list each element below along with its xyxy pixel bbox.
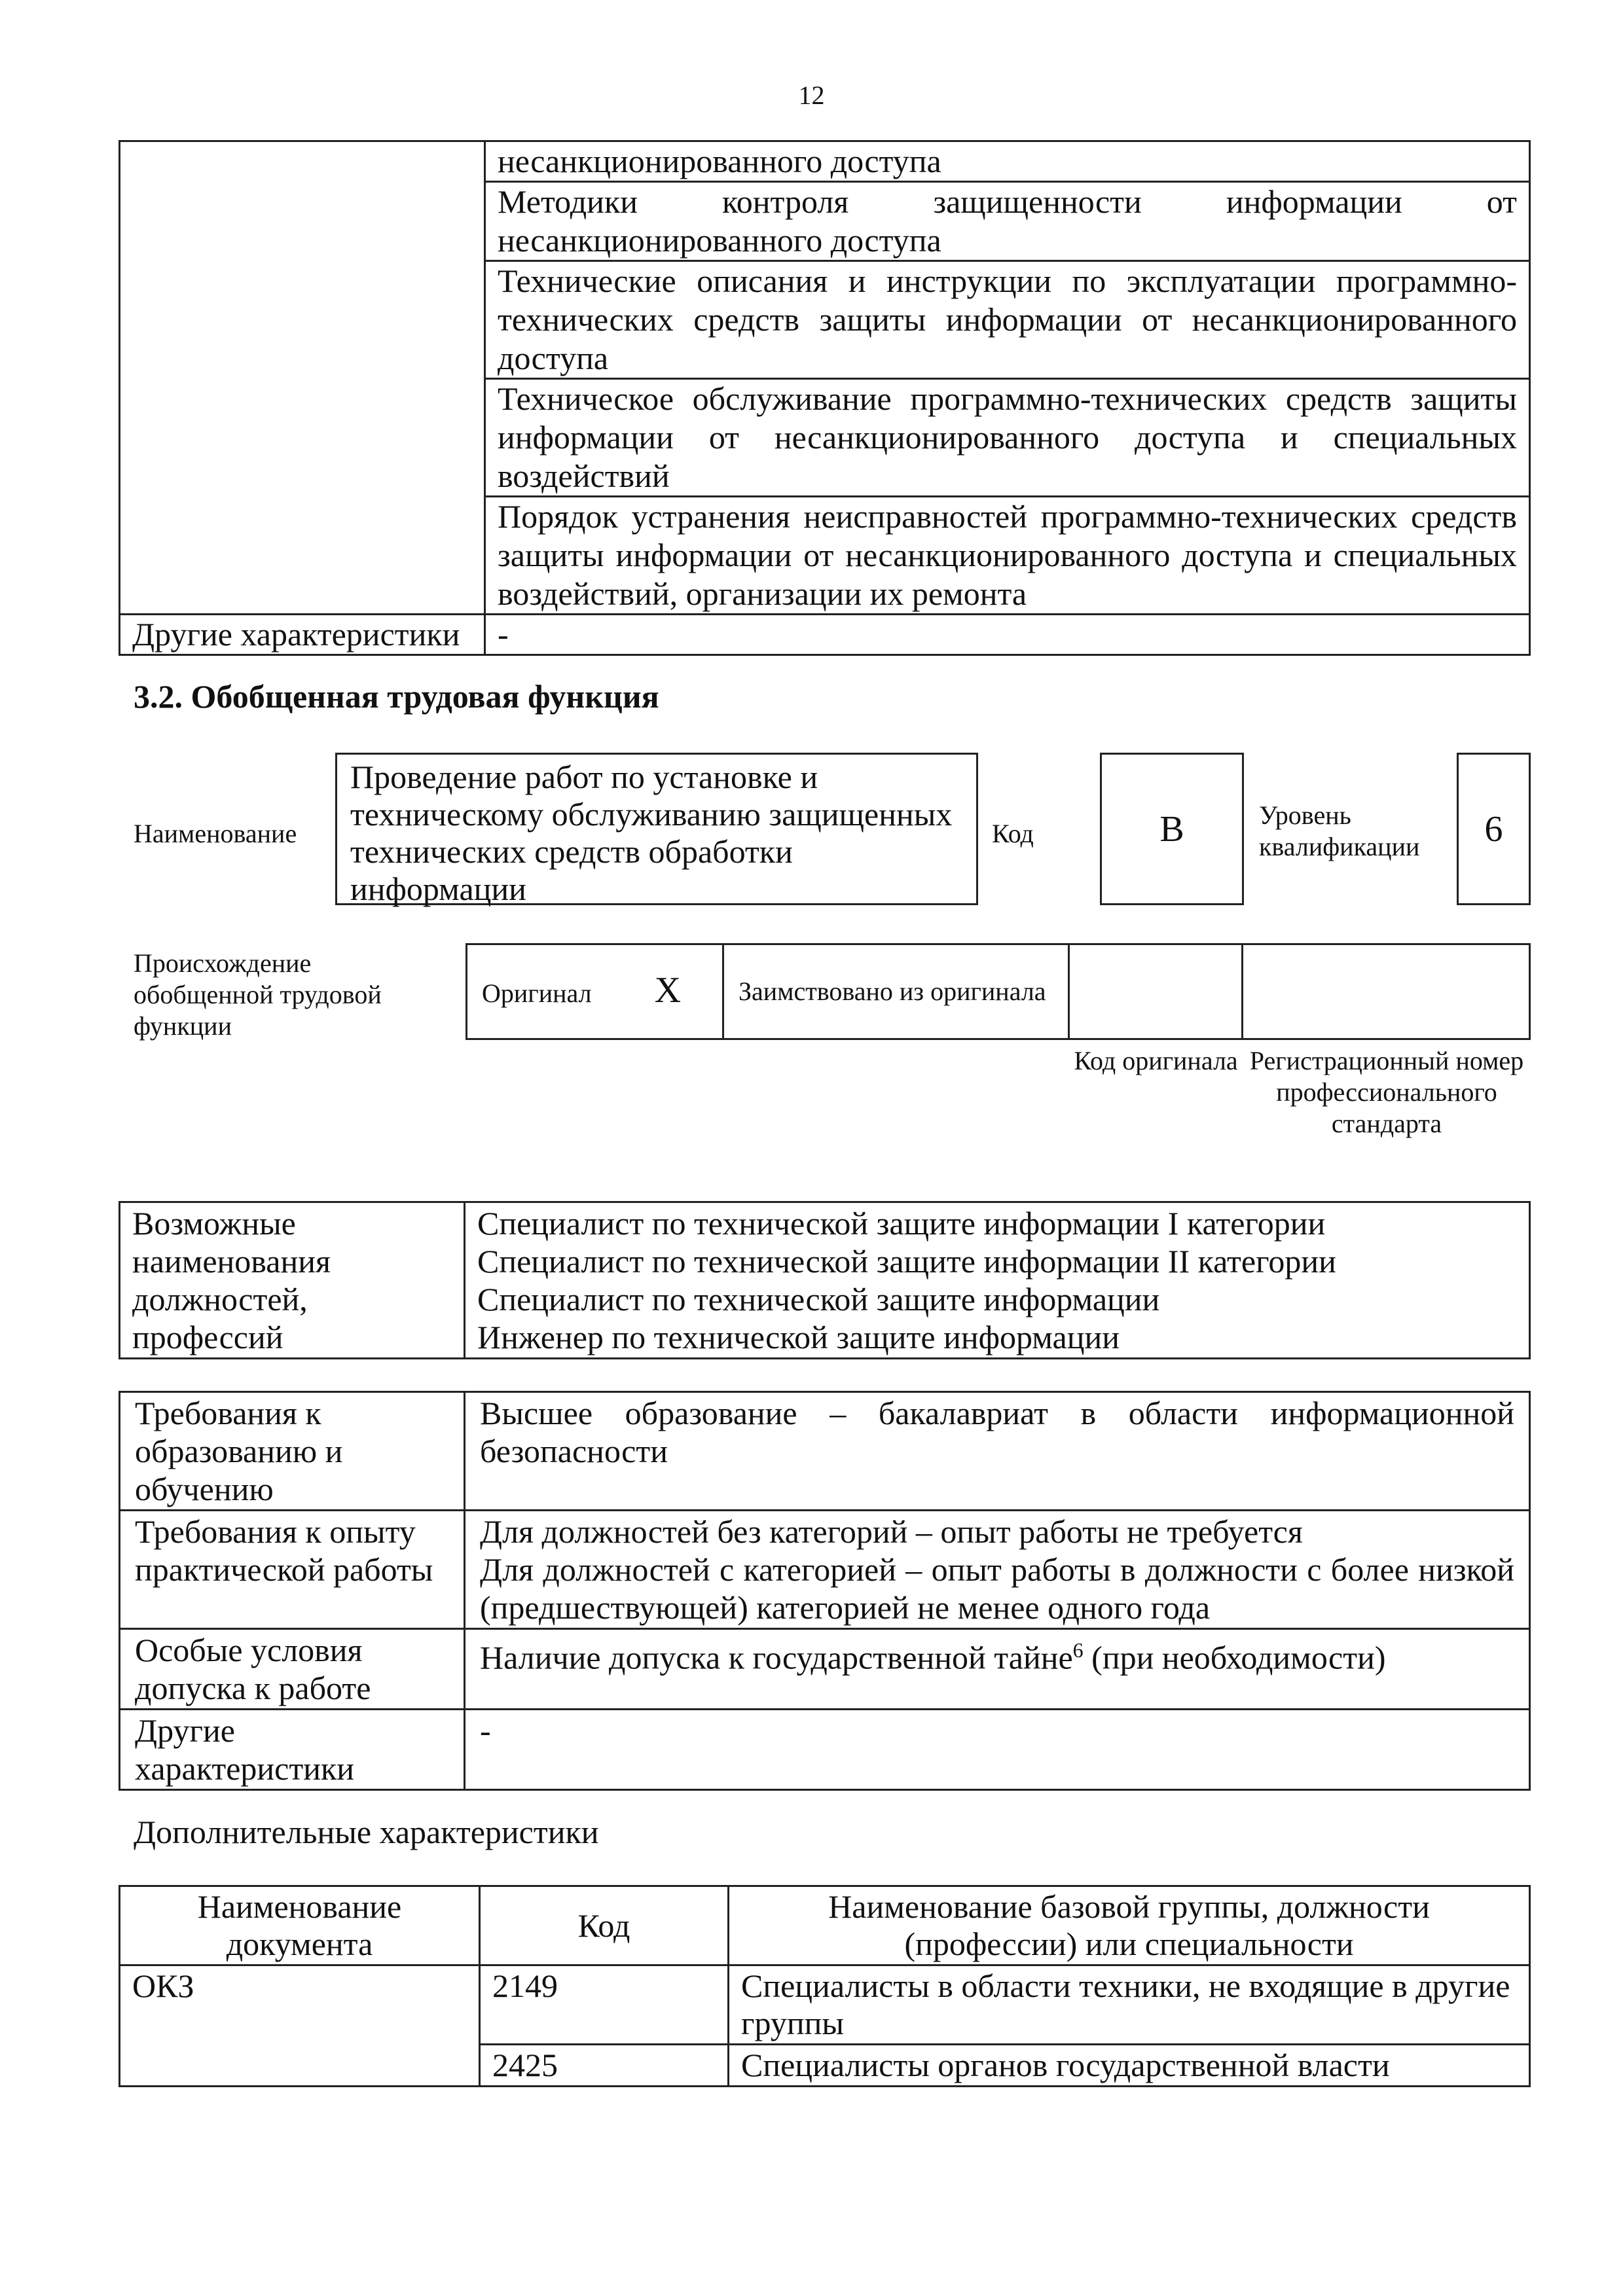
education-value: Высшее образование – бакалавриат в области информационной безопасности xyxy=(465,1392,1530,1511)
requirements-table xyxy=(119,1391,1531,1791)
original-code-cell xyxy=(1069,944,1243,1039)
position-item: Специалист по технической защите информации I категории xyxy=(477,1205,1326,1242)
original-cell xyxy=(467,944,723,1039)
document-name: ОКЗ xyxy=(120,1965,480,2087)
origin-table xyxy=(465,943,1531,1040)
footnote-marker: 6 xyxy=(1072,1638,1084,1662)
knowledge-item: Порядок устранения неисправностей программно-технических средств защиты информации от несанкционированного доступа и специальных воздействий, организации их ремонта xyxy=(485,497,1530,615)
experience-value xyxy=(465,1511,1530,1629)
knowledge-item: Методики контроля защищенности информации от несанкционированного доступа xyxy=(485,182,1530,261)
group-name-cell: Специалисты органов государственной власти xyxy=(729,2045,1530,2087)
section-heading: 3.2. Обобщенная трудовая функция xyxy=(134,678,659,715)
special-conditions-label: Особые условия допуска к работе xyxy=(120,1629,465,1710)
experience-line: Для должностей с категорией – опыт работы в должности с более низкой (предшествующей) категорией не менее одного года xyxy=(480,1551,1514,1626)
name-label: Наименование xyxy=(134,819,297,848)
knowledge-table xyxy=(119,140,1531,656)
header-group-name: Наименование базовой группы, должности (профессии) или специальности xyxy=(729,1886,1530,1965)
header-code: Код xyxy=(480,1886,729,1965)
original-mark: Х xyxy=(654,969,682,1011)
level-box: 6 xyxy=(1457,753,1531,905)
caption-original-code: Код оригинала xyxy=(1074,1046,1238,1075)
caption-registration-number: Регистрационный номер профессионального стандарта xyxy=(1249,1046,1524,1138)
other-characteristics-value: - xyxy=(485,615,1530,655)
education-label: Требования к образованию и обучению xyxy=(120,1392,465,1511)
code-cell: 2425 xyxy=(480,2045,729,2087)
header-document: Наименование документа xyxy=(120,1886,480,1965)
code-cell: 2149 xyxy=(480,1965,729,2045)
positions-table xyxy=(119,1201,1531,1359)
knowledge-item: несанкционированного доступа xyxy=(485,141,1530,182)
other-characteristics-label: Другие характеристики xyxy=(120,615,485,655)
group-name-cell: Специалисты в области техники, не входящие в другие группы xyxy=(729,1965,1530,2045)
code-label: Код xyxy=(992,819,1034,848)
other-characteristics-value: - xyxy=(465,1710,1530,1790)
additional-table xyxy=(119,1885,1531,2087)
code-box: В xyxy=(1100,753,1244,905)
positions-label: Возможные наименования должностей, профессий xyxy=(120,1202,465,1359)
special-conditions-value xyxy=(465,1629,1530,1710)
position-item: Инженер по технической защите информации xyxy=(477,1319,1120,1355)
positions-list xyxy=(465,1202,1530,1359)
knowledge-item: Технические описания и инструкции по эксплуатации программно-технических средств защиты информации от несанкционированного доступа xyxy=(485,261,1530,379)
position-item: Специалист по технической защите информации II категории xyxy=(477,1243,1336,1280)
original-label: Оригинал xyxy=(482,978,592,1008)
empty-label-cell xyxy=(120,141,485,615)
knowledge-item: Техническое обслуживание программно-технических средств защиты информации от несанкционированного доступа и специальных воздействий xyxy=(485,379,1530,497)
additional-characteristics-heading: Дополнительные характеристики xyxy=(134,1814,599,1850)
borrowed-cell: Заимствовано из оригинала xyxy=(723,944,1069,1039)
function-name-box: Проведение работ по установке и техническому обслуживанию защищенных технических средств обработки информации xyxy=(335,753,978,905)
origin-label: Происхождение обобщенной трудовой функции xyxy=(134,948,382,1041)
page-number: 12 xyxy=(798,81,825,110)
special-conditions-note: (при необходимости) xyxy=(1083,1639,1386,1676)
special-conditions-text: Наличие допуска к государственной тайне xyxy=(480,1639,1073,1676)
other-characteristics-label: Другие характеристики xyxy=(120,1710,465,1790)
level-label: Уровень квалификации xyxy=(1259,800,1420,861)
experience-line: Для должностей без категорий – опыт работы не требуется xyxy=(480,1513,1303,1550)
registration-number-cell xyxy=(1243,944,1530,1039)
position-item: Специалист по технической защите информации xyxy=(477,1281,1160,1318)
experience-label: Требования к опыту практической работы xyxy=(120,1511,465,1629)
